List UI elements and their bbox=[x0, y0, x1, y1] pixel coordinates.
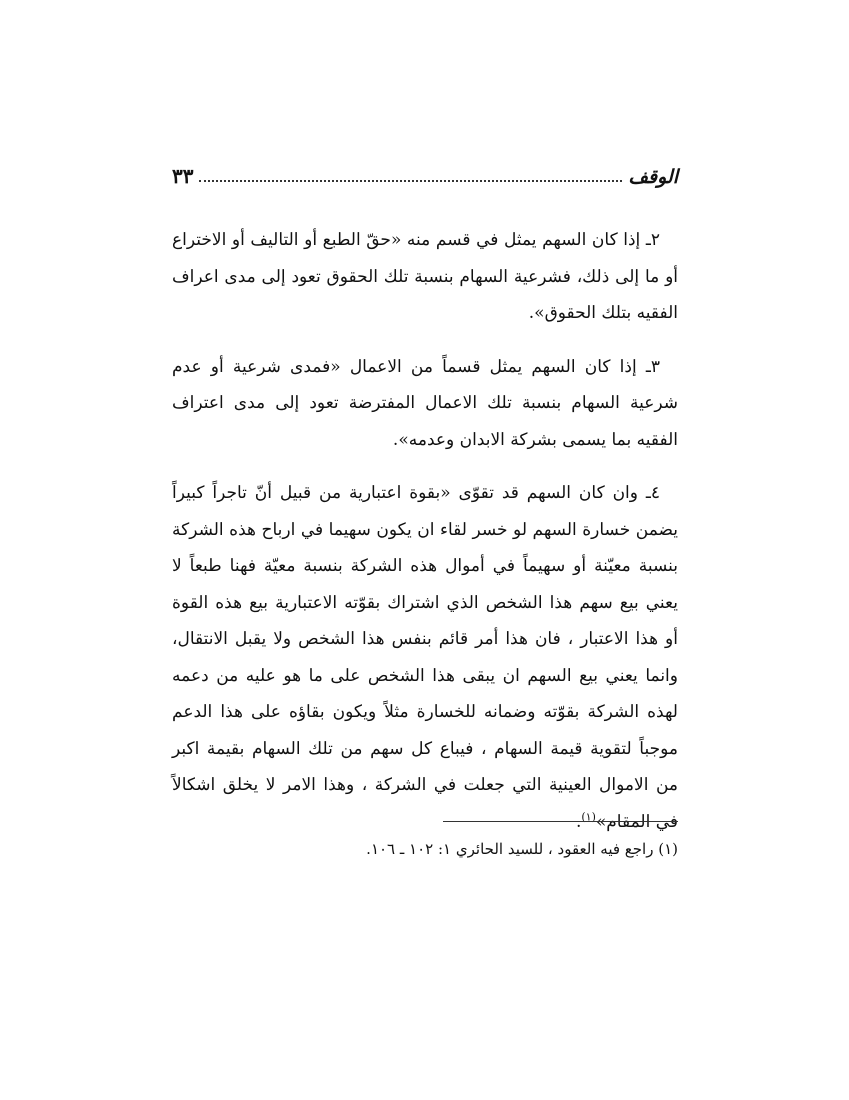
footnote: (١) راجع فيه العقود ، للسيد الحائري ١: ١٠٢ ـ ١٠٦. bbox=[366, 840, 678, 858]
paragraph-3: ٣ـ إذا كان السهم يمثل قسماً من الاعمال «فمدى شرعية أو عدم شرعية السهام بنسبة تلك الاعمال المفترضة تعود إلى مدى اعتراف الفقيه بما يسمى بشركة الابدان وعدمه». bbox=[172, 356, 678, 450]
paragraph-4 bbox=[172, 475, 678, 840]
running-header bbox=[172, 152, 678, 188]
chapter-title: الوقف bbox=[628, 166, 678, 188]
paragraph-4-end: . bbox=[575, 811, 582, 832]
footnote-reference: (١) bbox=[581, 809, 596, 823]
main-text bbox=[172, 222, 678, 857]
page-number: ٣٣ bbox=[172, 164, 194, 188]
leader-dots bbox=[199, 180, 622, 182]
footnote-divider bbox=[443, 821, 678, 822]
paragraph-2: ٢ـ إذا كان السهم يمثل في قسم منه «حقّ الطبع أو التاليف أو الاختراع أو ما إلى ذلك، فشرعية السهام بنسبة تلك الحقوق تعود إلى مدى اعراف الفقيه بتلك الحقوق». bbox=[172, 230, 678, 323]
paragraph-4-text: ٤ـ وان كان السهم قد تقوّى «بقوة اعتبارية من قبيل أنّ تاجراً كبيراً يضمن خسارة السهم لو خسر لقاء ان يكون سهيما في ارباح هذه الشركة بنسبة معيّنة أو سهيماً في أموال هذه الشركة بنسبة معيّة فهنا طبعاً لا يعني بيع سهم هذا الشخص الذي اشتراك بقوّته الاعتبارية بيع هذه القوة أو هذا الاعتبار ، فان هذا أمر قائم بنفس هذا الشخص ولا يقبل الانتقال، وانما يعني بيع السهم ان يبقى هذا الشخص على ما هو عليه من دعمه لهذه الشركة بقوّته وضمانه للخسارة مثلاً ويكون بقاؤه على هذا الدعم موجباً لتقوية قيمة السهام ، فيباع كل سهم من تلك السهام بقيمة اكبر من الاموال العينية التي جعلت في الشركة ، وهذا الامر لا يخلق اشكالاً في المقام» bbox=[172, 483, 678, 832]
